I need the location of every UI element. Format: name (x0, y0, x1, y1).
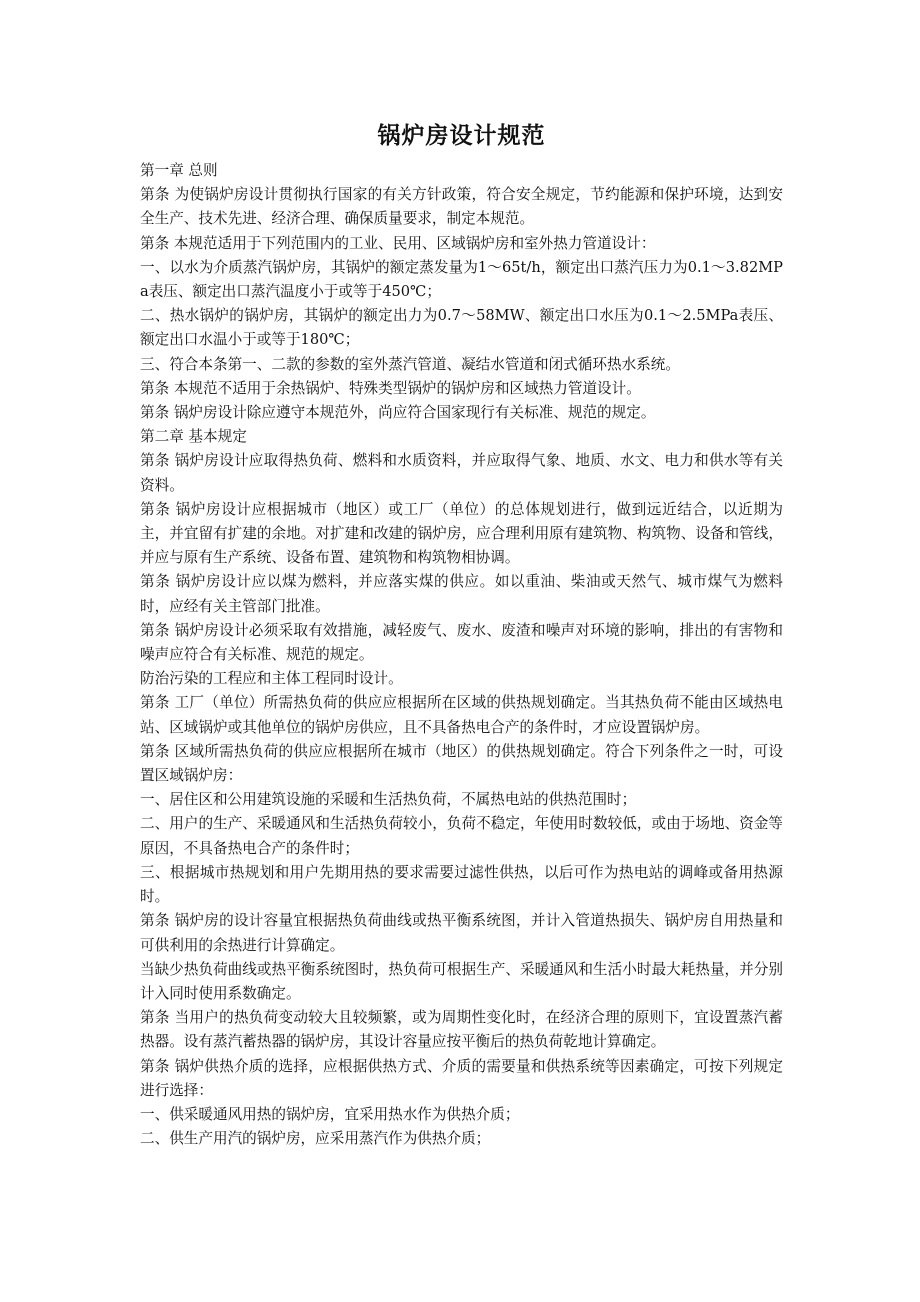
paragraph: 第条 本规范适用于下列范围内的工业、民用、区域锅炉房和室外热力管道设计： (140, 234, 656, 252)
document-page (140, 118, 783, 1151)
paragraph: 一、居住区和公用建筑设施的采暖和生活热负荷，不属热电站的供热范围时； (140, 791, 637, 809)
paragraph: 一、供采暖通风用热的锅炉房，宜采用热水作为供热介质； (140, 1105, 520, 1123)
paragraph: 一、以水为介质蒸汽锅炉房，其锅炉的额定蒸发量为1～65t/h，额定出口蒸汽压力为0.1～3.82MPa表压、额定出口蒸汽温度小于或等于450℃； (140, 258, 783, 301)
document-body (140, 159, 783, 1151)
document-title: 锅炉房设计规范 (377, 122, 546, 149)
paragraph: 二、热水锅炉的锅炉房，其锅炉的额定出力为0.7～58MW、额定出口水压为0.1～2.5MPa表压、额定出口水温小于或等于180℃； (140, 307, 783, 349)
paragraph: 二、供生产用汽的锅炉房，应采用蒸汽作为供热介质； (140, 1130, 491, 1148)
paragraph: 三、符合本条第一、二款的参数的室外蒸汽管道、凝结水管道和闭式循环热水系统。 (140, 355, 680, 373)
paragraph: 第条 当用户的热负荷变动较大且较频繁，或为周期性变化时，在经济合理的原则下，宜设置蒸汽蓄热器。设有蒸汽蓄热器的锅炉房，其设计容量应按平衡后的热负荷乾地计算确定。 (140, 1009, 783, 1051)
paragraph: 第二章 基本规定 (140, 428, 247, 446)
paragraph: 二、用户的生产、采暖通风和生活热负荷较小，负荷不稳定，年使用时数较低，或由于场地、资金等原因，不具备热电合产的条件时； (140, 815, 783, 857)
paragraph: 第条 锅炉房设计应根据城市（地区）或工厂（单位）的总体规划进行，做到远近结合，以近期为主，并宜留有扩建的余地。对扩建和改建的锅炉房，应合理利用原有建筑物、构筑物、设备和管线，并应与原有生产系统、设备布置、建筑物和构筑物相协调。 (140, 500, 783, 567)
paragraph: 当缺少热负荷曲线或热平衡系统图时，热负荷可根据生产、采暖通风和生活小时最大耗热量，并分别计入同时使用系数确定。 (140, 960, 783, 1002)
paragraph: 第条 锅炉房设计除应遵守本规范外，尚应符合国家现行有关标准、规范的规定。 (140, 404, 656, 422)
paragraph: 第条 锅炉房设计应以煤为燃料，并应落实煤的供应。如以重油、柴油或天然气、城市煤气为燃料时，应经有关主管部门批准。 (140, 573, 783, 615)
paragraph: 第条 锅炉供热介质的选择，应根据供热方式、介质的需要量和供热系统等因素确定，可按下列规定进行选择： (140, 1057, 783, 1099)
paragraph: 第一章 总则 (140, 162, 218, 179)
paragraph: 第条 区域所需热负荷的供应应根据所在城市（地区）的供热规划确定。符合下列条件之一时，可设置区域锅炉房： (140, 742, 783, 785)
paragraph: 第条 锅炉房设计必须采取有效措施，减轻废气、废水、废渣和噪声对环境的影响，排出的有害物和噪声应符合有关标准、规范的规定。 (140, 621, 783, 664)
paragraph: 第条 锅炉房的设计容量宜根据热负荷曲线或热平衡系统图，并计入管道热损失、锅炉房自用热量和可供利用的余热进行计算确定。 (140, 912, 783, 954)
paragraph: 第条 为使锅炉房设计贯彻执行国家的有关方针政策，符合安全规定，节约能源和保护环境，达到安全生产、技术先进、经济合理、确保质量要求，制定本规范。 (140, 186, 783, 228)
paragraph: 防治污染的工程应和主体工程同时设计。 (140, 670, 403, 688)
paragraph: 第条 锅炉房设计应取得热负荷、燃料和水质资料，并应取得气象、地质、水文、电力和供水等有关资料。 (140, 452, 783, 494)
paragraph: 第条 工厂（单位）所需热负荷的供应应根据所在区域的供热规划确定。当其热负荷不能由区域热电站、区域锅炉或其他单位的锅炉房供应，且不具备热电合产的条件时，才应设置锅炉房。 (140, 694, 783, 736)
paragraph: 第条 本规范不适用于余热锅炉、特殊类型锅炉的锅炉房和区域热力管道设计。 (140, 379, 641, 397)
paragraph: 三、根据城市热规划和用户先期用热的要求需要过滤性供热，以后可作为热电站的调峰或备用热源时。 (140, 863, 783, 906)
